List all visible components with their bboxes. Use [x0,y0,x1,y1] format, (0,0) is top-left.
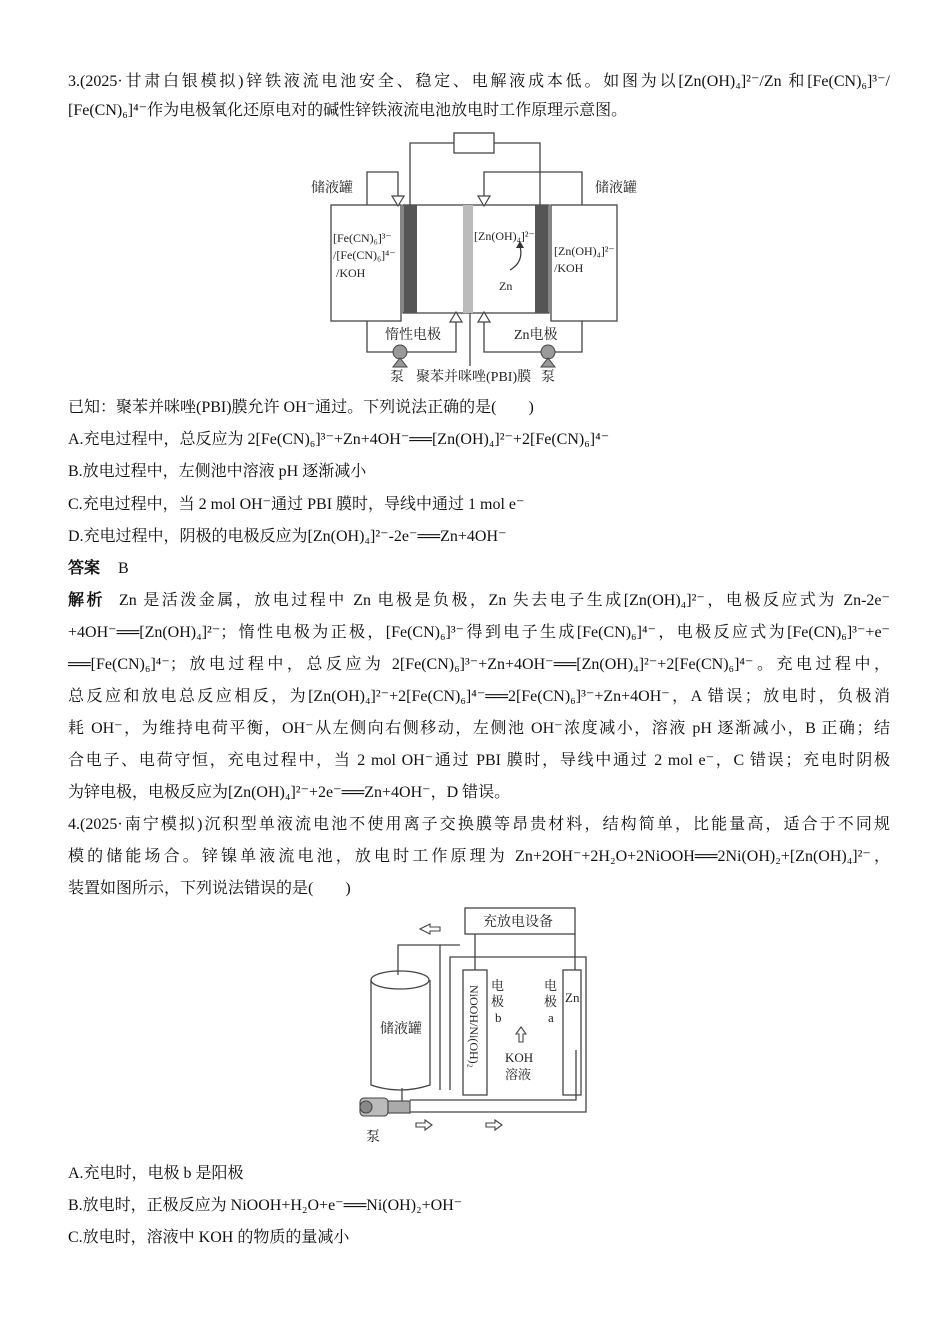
zinc-iron-flow-battery-figure [300,128,650,390]
q3-option-c: C.充电过程中，当 2 mol OH⁻通过 PBI 膜时，导线中通过 1 mol e⁻ [68,496,525,513]
zn-label: Zn [565,990,580,1005]
q3-stem-line-2: [Fe(CN)₆]⁴⁻作为电极氧化还原电对的碱性锌铁液流电池放电时工作原理示意图。 [68,102,628,119]
flow-arrow-left-icon [420,924,440,934]
koh-label-1: KOH [505,1050,534,1065]
electrode-b-char-1: 电 [491,978,505,993]
zn-electrode-plate [535,205,548,313]
analysis-line-4: 总反应和放电总反应相反，为[Zn(OH)₄]²⁻+2[Fe(CN)₆]⁴⁻══2[Fe(CN)₆]³⁻+Zn+4OH⁻，A 错误；放电时，负极消 [68,688,890,705]
q4-option-c: C.放电时，溶液中 KOH 的物质的量减小 [68,1229,350,1246]
electrode-b-char-3: b [495,1010,502,1025]
tank-right-label: 储液罐 [595,181,637,196]
mid-zn-label: Zn [499,279,513,293]
q4-stem-line-3: 装置如图所示，下列说法错误的是( ) [68,880,351,897]
device-label: 充放电设备 [483,915,553,930]
analysis-line-5: 耗 OH⁻，为维持电荷平衡，OH⁻从左侧向右侧移动，左侧池 OH⁻浓度减小，溶液 pH 逐渐减小，B 正确；结 [68,720,890,737]
inert-electrode-plate [404,205,417,313]
pump-icon [360,1098,410,1116]
analysis-line-1: Zn 是活泼金属，放电过程中 Zn 电极是负极，Zn 失去电子生成[Zn(OH)₄]²⁻，电极反应式为 Zn-2e⁻ [119,592,890,609]
q4-stem-line-1: 4.(2025·南宁模拟)沉积型单液流电池不使用离子交换膜等昂贵材料，结构简单，比能量高，适合于不同规 [68,816,890,833]
analysis-line-3: ══[Fe(CN)₆]⁴⁻；放电过程中，总反应为 2[Fe(CN)₆]³⁻+Zn+4OH⁻══[Zn(OH)₄]²⁻+2[Fe(CN)₆]⁴⁻。充电过程中， [68,656,890,673]
electrode-a-plate [563,970,581,1095]
electrode-a-char-1: 电 [544,978,558,993]
pump-right-label: 泵 [541,370,555,385]
zn-electrode-label: Zn电极 [514,328,558,343]
right-solution-line-1: [Zn(OH)₄]²⁻ [554,244,615,258]
pump-label: 泵 [366,1130,380,1145]
q3-known: 已知：聚苯并咪唑(PBI)膜允许 OH⁻通过。下列说法正确的是( ) [68,399,534,416]
cell-body [403,205,549,313]
analysis-line-7: 为锌电极，电极反应为[Zn(OH)₄]²⁻+2e⁻══Zn+4OH⁻，D 错误。 [68,784,511,801]
nioh-label: NiOOH/Ni(OH)₂ [467,985,481,1068]
pump-left-icon [393,345,407,367]
pump-right-icon [541,345,555,367]
pbi-membrane [463,205,473,313]
electrode-a-char-2: 极 [544,994,558,1009]
right-solution-line-2: /KOH [554,261,584,275]
q4-stem-line-2: 模的储能场合。锌镍单液流电池，放电时工作原理为 Zn+2OH⁻+2H₂O+2NiOOH══2Ni(OH)₂+[Zn(OH)₄]²⁻， [68,848,890,865]
left-tank [331,205,401,321]
left-solution-line-3: /KOH [336,266,366,280]
q4-option-b: B.放电时，正极反应为 NiOOH+H₂O+e⁻══Ni(OH)₂+OH⁻ [68,1197,463,1214]
answer-label: 答案 [68,560,101,577]
q3-option-d: D.充电过程中，阴极的电极反应为[Zn(OH)₄]²⁻-2e⁻══Zn+4OH⁻ [68,528,507,545]
q4-option-a: A.充电时，电极 b 是阳极 [68,1165,244,1182]
tank-label: 储液罐 [380,1022,422,1037]
zinc-nickel-flow-battery-figure [355,900,595,1150]
tank-left-label: 储液罐 [311,181,353,196]
mid-species-label: [Zn(OH)₄]²⁻ [474,229,535,243]
q3-option-a: A.充电过程中，总反应为 2[Fe(CN)₆]³⁻+Zn+4OH⁻══[Zn(OH)₄]²⁻+2[Fe(CN)₆]⁴⁻ [68,431,610,448]
analysis-line-2: +4OH⁻══[Zn(OH)₄]²⁻；惰性电极为正极，[Fe(CN)₆]³⁻得到电子生成[Fe(CN)₆]⁴⁻，电极反应式为[Fe(CN)₆]³⁻+e⁻ [68,624,890,641]
left-solution-line-1: [Fe(CN)₆]³⁻ [333,231,392,245]
analysis-label: 解析 [68,592,105,609]
q3-stem-line-1: 3.(2025·甘肃白银模拟)锌铁液流电池安全、稳定、电解液成本低。如图为以[Zn(OH)₄]²⁻/Zn 和[Fe(CN)₆]³⁻/ [68,73,890,90]
electrode-a-char-3: a [548,1010,554,1025]
pump-left-label: 泵 [390,370,404,385]
electrode-b-char-2: 极 [491,994,505,1009]
external-load [454,133,494,153]
flow-arrow-right-icon [416,1120,432,1130]
answer-value: B [118,560,129,577]
flow-arrow-up-icon [516,1027,526,1042]
inert-electrode-label: 惰性电极 [385,328,441,343]
q3-option-b: B.放电过程中，左侧池中溶液 pH 逐渐减小 [68,463,367,480]
flow-arrow-right-2-icon [486,1120,502,1130]
analysis-line-6: 合电子、电荷守恒，充电过程中，当 2 mol OH⁻通过 PBI 膜时，导线中通过 2 mol e⁻，C 错误；充电时阴极 [68,752,890,769]
left-solution-line-2: /[Fe(CN)₆]⁴⁻ [333,248,396,262]
koh-label-2: 溶液 [505,1067,532,1082]
membrane-label: 聚苯并咪唑(PBI)膜 [416,370,532,385]
